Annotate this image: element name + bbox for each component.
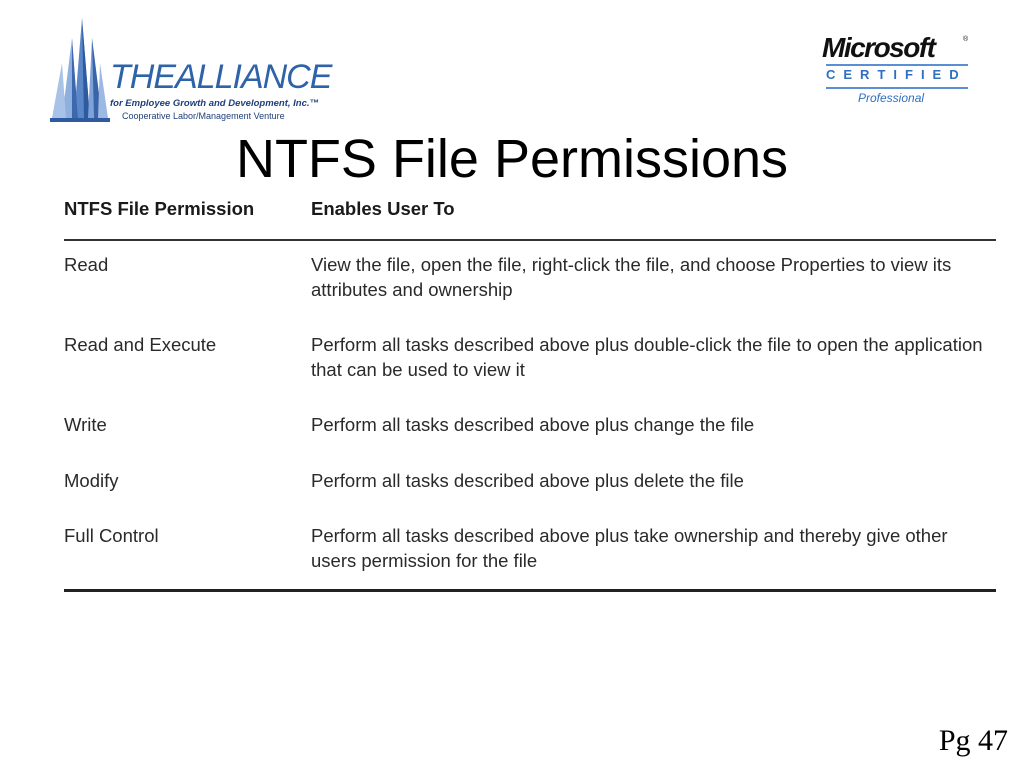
table-rule-bottom bbox=[64, 589, 996, 592]
page-title: NTFS File Permissions bbox=[235, 129, 789, 189]
trademark-icon: ® bbox=[963, 36, 969, 43]
alliance-name: THEALLIANCE bbox=[110, 58, 332, 96]
table-header-permission: NTFS File Permission bbox=[64, 198, 255, 219]
page-number: Pg 47 bbox=[938, 724, 1008, 757]
alliance-tagline: for Employee Growth and Development, Inc.™ bbox=[110, 98, 320, 109]
description-cell: Perform all tasks described above plus change the file bbox=[311, 414, 755, 435]
alliance-spire-icon bbox=[50, 18, 110, 126]
microsoft-certified-text: CERTIFIED bbox=[826, 67, 967, 82]
permission-cell: Write bbox=[64, 414, 107, 435]
ms-rule-top bbox=[826, 64, 968, 66]
microsoft-certified-logo bbox=[822, 32, 972, 112]
ms-rule-bottom bbox=[826, 87, 968, 89]
permission-cell: Read bbox=[64, 254, 109, 275]
microsoft-professional-text: Professional bbox=[858, 91, 925, 105]
permission-cell: Full Control bbox=[64, 525, 159, 546]
permission-cell: Read and Execute bbox=[64, 334, 217, 355]
permission-cell: Modify bbox=[64, 470, 119, 491]
description-cell: View the file, open the file, right-click the file, and choose Properties to view its attributes and ownership bbox=[311, 254, 952, 300]
table-header-enables: Enables User To bbox=[311, 198, 455, 219]
description-cell: Perform all tasks described above plus double-click the file to open the application that can be used to view it bbox=[311, 334, 983, 380]
table-rule-top bbox=[64, 239, 996, 241]
description-cell: Perform all tasks described above plus delete the file bbox=[311, 470, 744, 491]
alliance-logo bbox=[50, 18, 332, 126]
description-cell: Perform all tasks described above plus take ownership and thereby give other users permission for the file bbox=[311, 525, 948, 571]
alliance-subtitle: Cooperative Labor/Management Venture bbox=[122, 111, 285, 121]
microsoft-wordmark: Microsoft bbox=[822, 32, 935, 63]
